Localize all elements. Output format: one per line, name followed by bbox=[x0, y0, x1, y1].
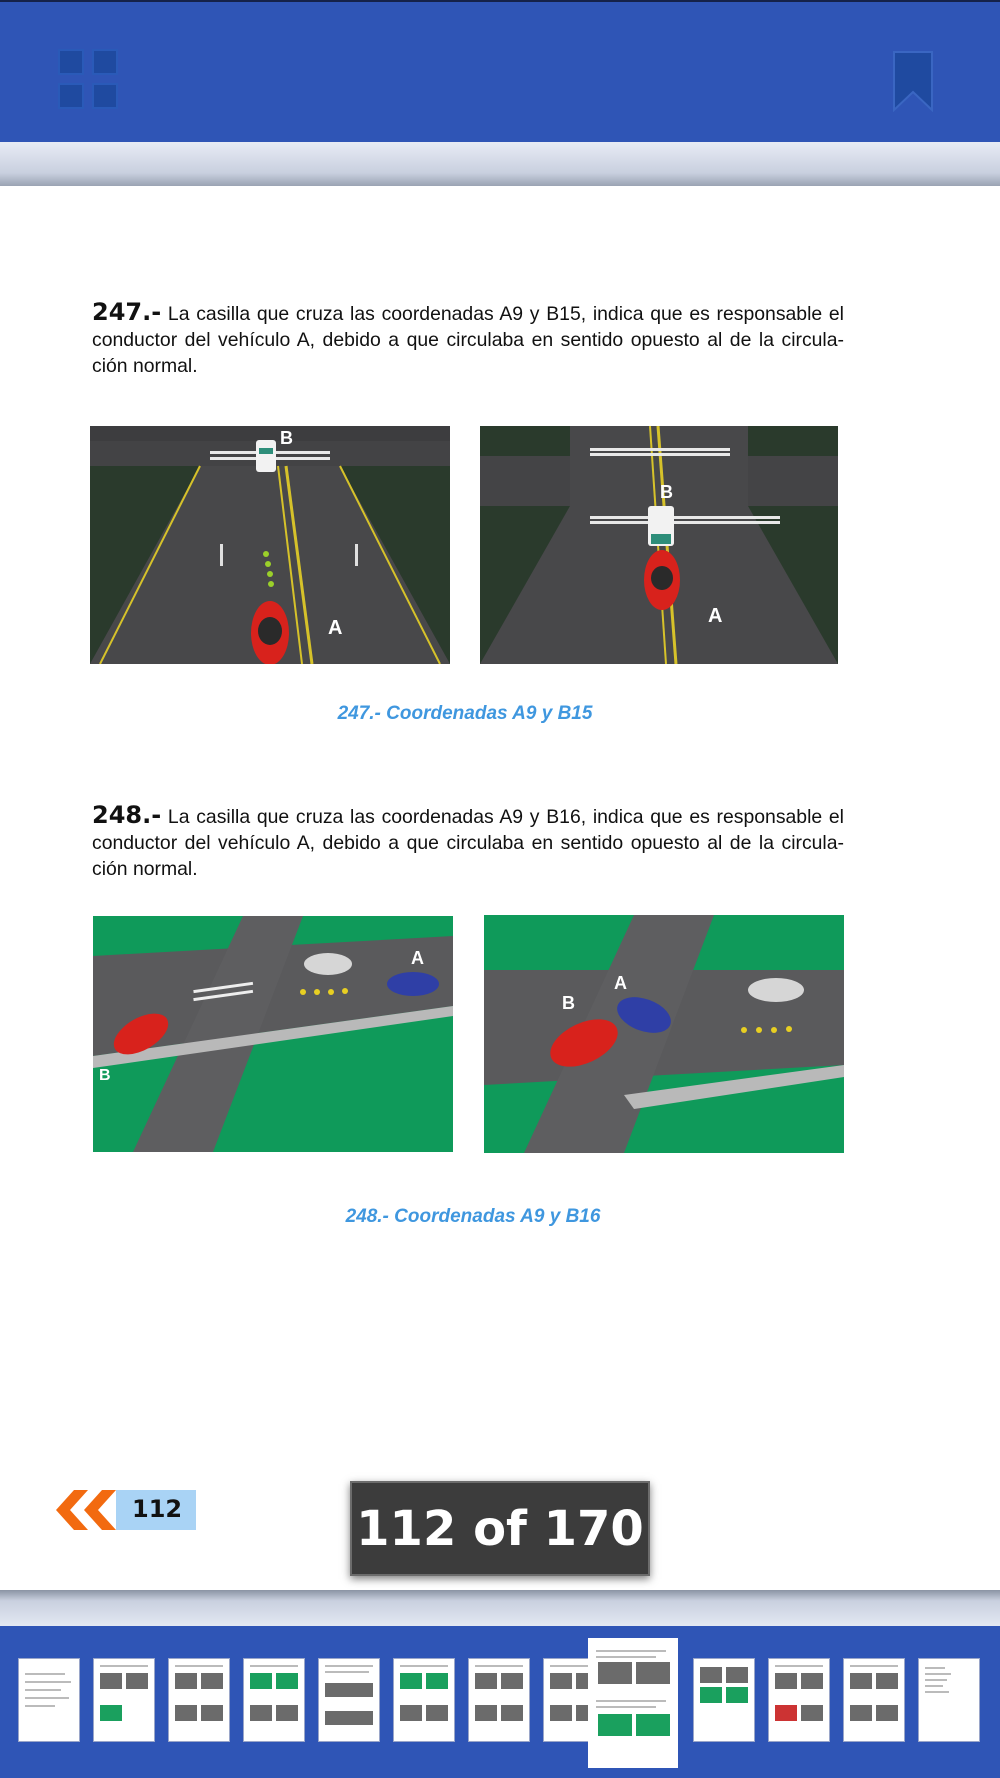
label-a: A bbox=[328, 617, 343, 639]
page-counter: 112 of 170 bbox=[350, 1481, 650, 1576]
thumbnail[interactable] bbox=[18, 1658, 80, 1742]
label-b: B bbox=[99, 1067, 111, 1084]
item-text: La casilla que cruza las coordenadas A9 y B15, indica que es responsable el conductor del vehículo A, debido a que circulaba en sentido opuesto al de la circula-ción normal. bbox=[92, 303, 844, 377]
thumbnail[interactable] bbox=[843, 1658, 905, 1742]
thumbnail-current[interactable] bbox=[588, 1638, 678, 1768]
item-text: La casilla que cruza las coordenadas A9 y B16, indica que es responsable el conductor del vehículo A, debido a que circulaba en sentido opuesto al de la circula-ción normal. bbox=[92, 806, 844, 880]
label-b: B bbox=[660, 482, 673, 502]
thumbbar-shadow bbox=[0, 1590, 1000, 1626]
label-a: A bbox=[708, 605, 723, 627]
figure-248-left bbox=[93, 916, 453, 1152]
page-number-badge: 112 bbox=[132, 1495, 183, 1523]
label-b: B bbox=[280, 428, 293, 448]
label-a: A bbox=[614, 973, 627, 993]
grid-icon[interactable] bbox=[58, 49, 120, 111]
thumbnail[interactable] bbox=[243, 1658, 305, 1742]
caption-247: 247.- Coordenadas A9 y B15 bbox=[337, 703, 593, 724]
figure-247-left bbox=[90, 426, 450, 664]
label-b: B bbox=[562, 993, 575, 1013]
thumbnail[interactable] bbox=[93, 1658, 155, 1742]
page-back-nav[interactable] bbox=[52, 1490, 202, 1530]
thumbnail[interactable] bbox=[318, 1658, 380, 1742]
thumbnail[interactable] bbox=[393, 1658, 455, 1742]
thumbnail[interactable] bbox=[768, 1658, 830, 1742]
item-number: 247.- bbox=[92, 298, 162, 326]
bookmark-icon[interactable] bbox=[892, 50, 934, 112]
thumbnail[interactable] bbox=[693, 1658, 755, 1742]
caption-248: 248.- Coordenadas A9 y B16 bbox=[345, 1206, 601, 1227]
toolbar-shadow bbox=[0, 142, 1000, 186]
book-page bbox=[0, 186, 1000, 1590]
item-number: 248.- bbox=[92, 801, 162, 829]
figure-248-right bbox=[484, 915, 844, 1153]
thumbnail[interactable] bbox=[468, 1658, 530, 1742]
paragraph-248 bbox=[92, 802, 844, 882]
figure-247-right bbox=[480, 426, 838, 664]
top-toolbar bbox=[0, 0, 1000, 142]
label-a: A bbox=[411, 948, 424, 968]
thumbnail[interactable] bbox=[918, 1658, 980, 1742]
thumbnail[interactable] bbox=[168, 1658, 230, 1742]
paragraph-247 bbox=[92, 299, 844, 379]
thumbnail-strip[interactable] bbox=[0, 1626, 1000, 1778]
